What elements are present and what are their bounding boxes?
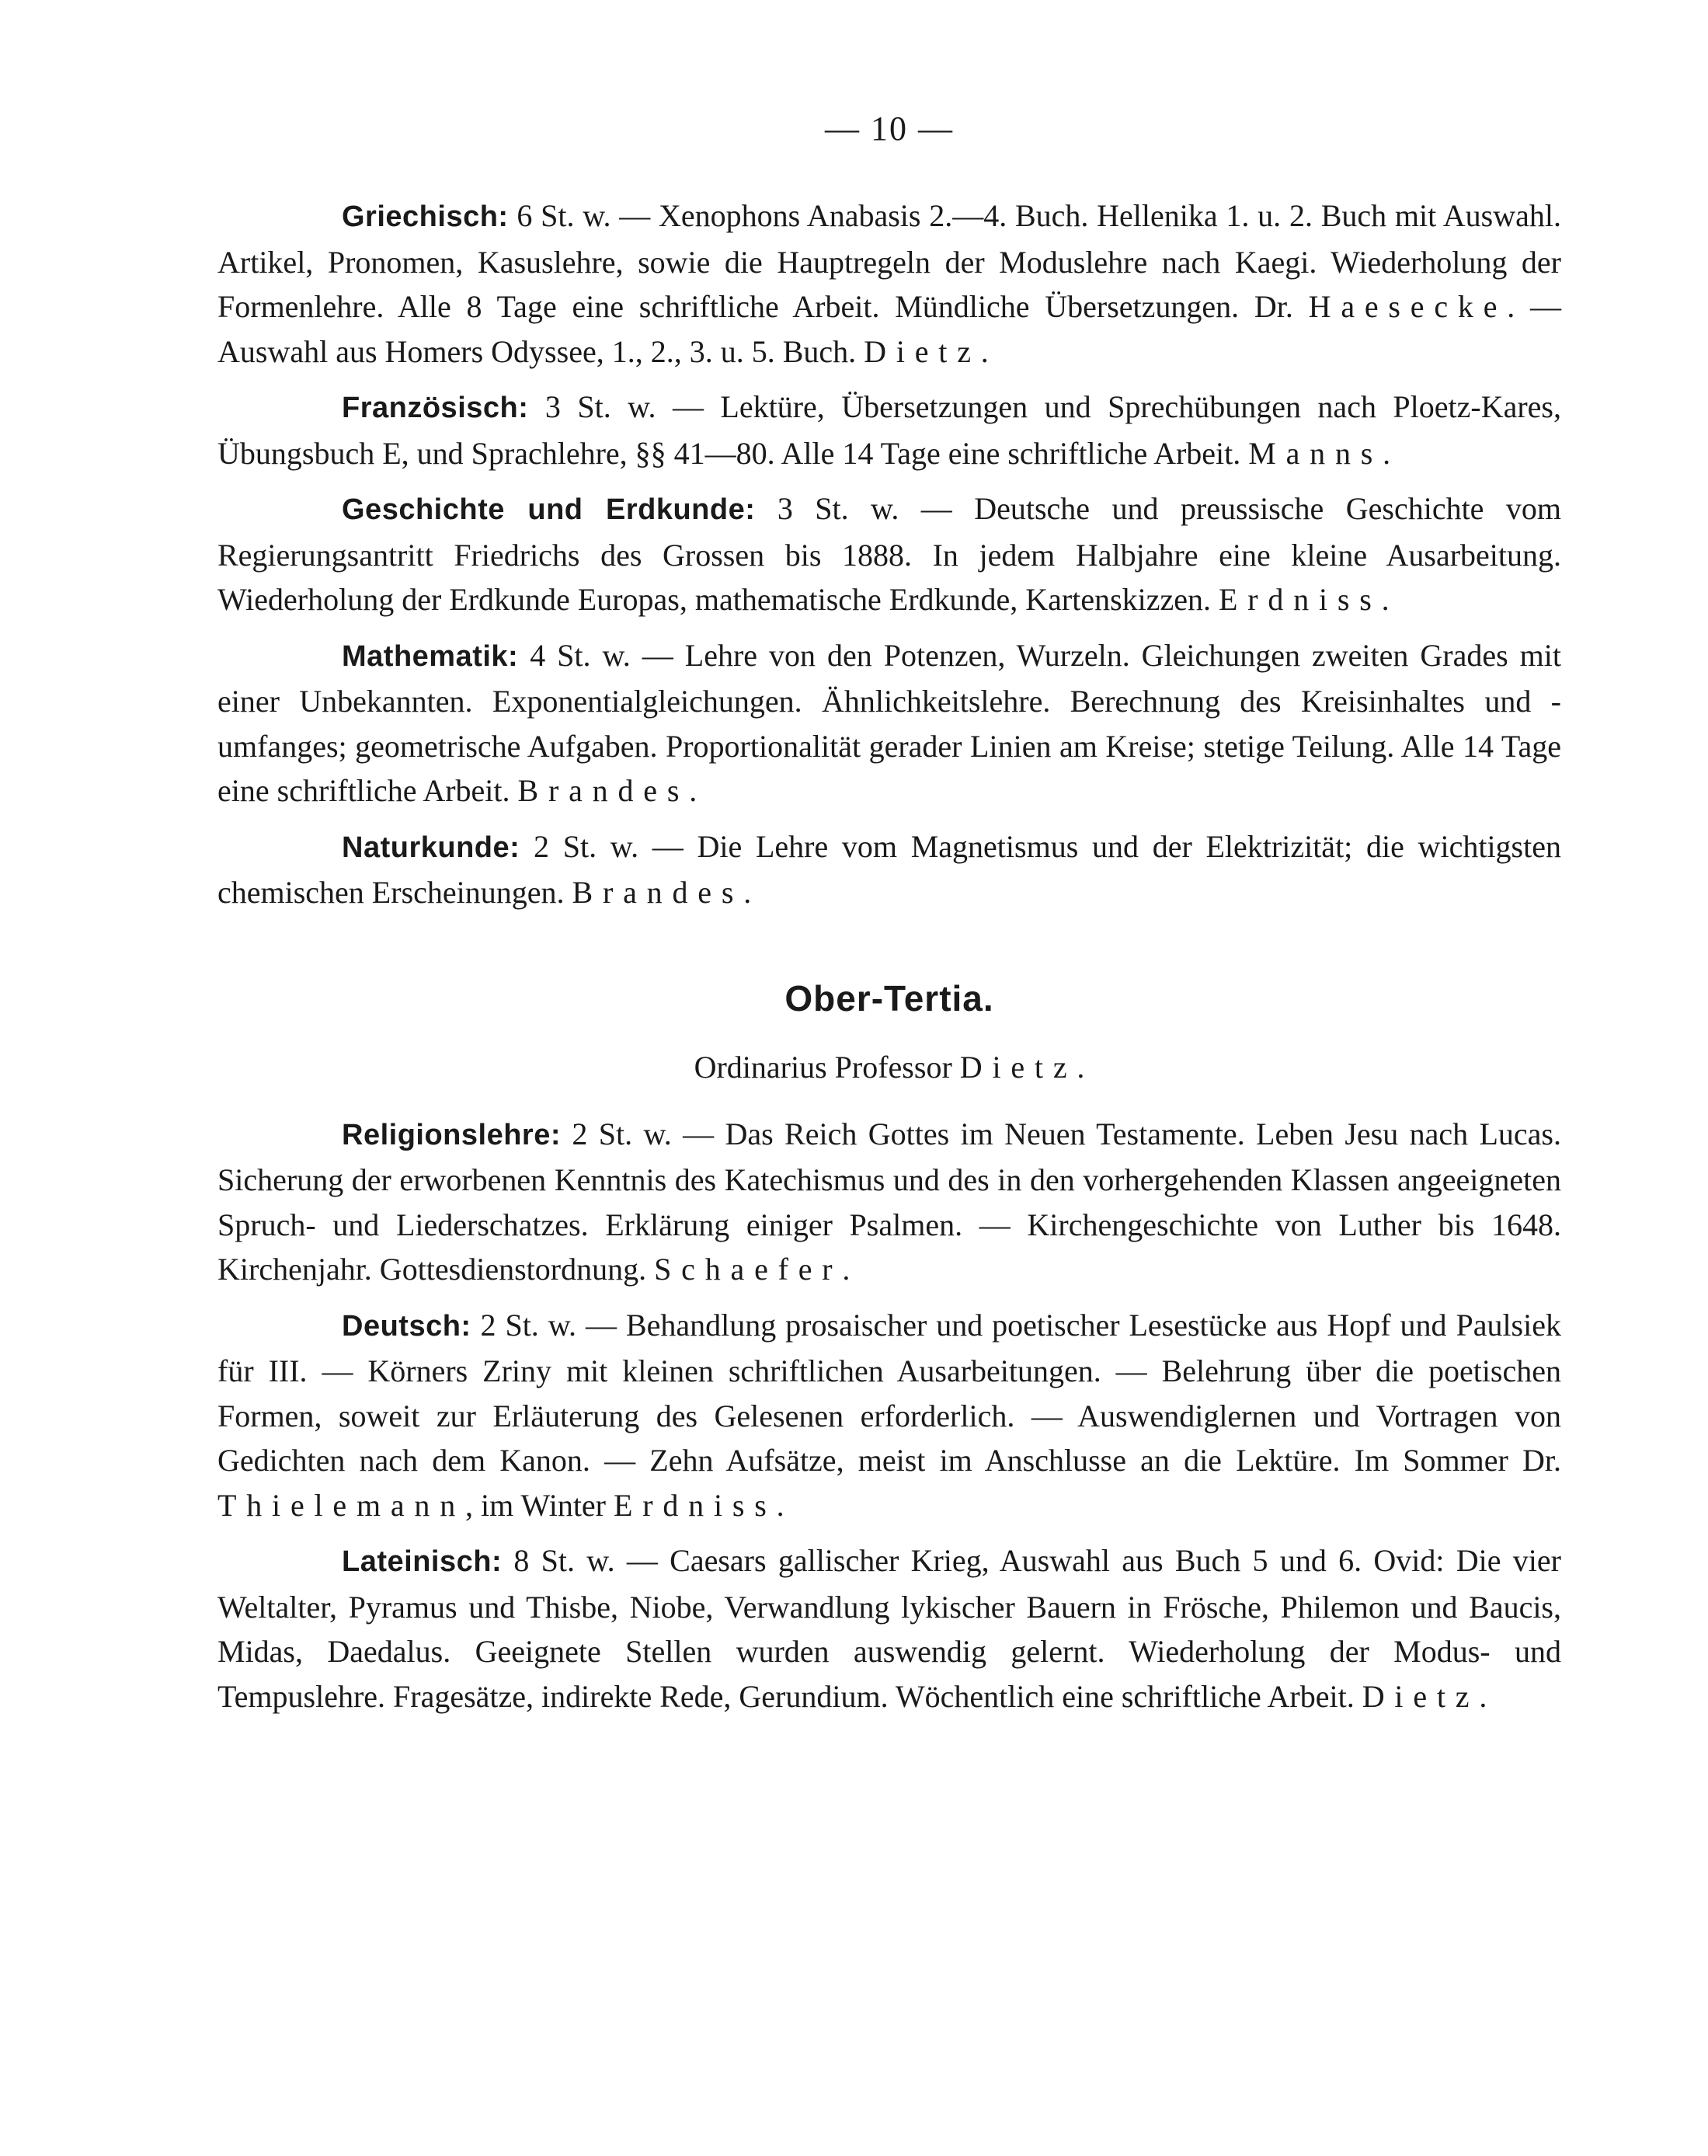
paragraph-text: , im Winter — [465, 1487, 614, 1523]
paragraph-end: . — [1479, 1678, 1487, 1714]
paragraph-geschichte — [217, 486, 1561, 622]
paragraph-end: . — [689, 773, 697, 808]
subject-heading: Mathematik: — [342, 639, 519, 673]
subject-heading: Naturkunde: — [342, 831, 520, 864]
paragraph-text: 4 St. w. — Lehre von den Potenzen, Wurzeln. Gleichungen zweiten Grades mit einer Unbekannten. Exponentialgleichungen. Ähnlichkeitslehre. Berechnung des Kreisinhaltes und -umfanges; geometrische Aufgaben. Proportionalität gerader Linien am Kreise; stetige Teilung. Alle 14 Tage eine schriftliche Arbeit. — [217, 637, 1561, 808]
paragraph-end: . — [1383, 435, 1391, 471]
teacher-name: Manns — [1248, 435, 1383, 471]
teacher-name: Brandes — [572, 875, 744, 910]
paragraph-text: 3 St. w. — Lektüre, Übersetzungen und Sprechübungen nach Ploetz-Kares, Übungsbuch E, und Sprachlehre, §§ 41—80. Alle 14 Tage eine schriftliche Arbeit. — [217, 389, 1561, 471]
paragraph-end: . — [776, 1487, 784, 1523]
teacher-name: Thielemann — [217, 1487, 466, 1523]
paragraph-griechisch — [217, 193, 1561, 374]
paragraph-text: 2 St. w. — Die Lehre vom Magnetismus und der Elektrizität; die wichtigsten chemischen Erscheinungen. — [217, 828, 1561, 910]
ordinarius-label: Ordinarius Professor — [694, 1049, 960, 1085]
subject-heading: Französisch: — [342, 392, 529, 424]
subject-heading: Geschichte und Erdkunde: — [342, 493, 756, 526]
paragraph-lateinisch — [217, 1538, 1561, 1719]
subject-heading: Griechisch: — [342, 200, 509, 233]
paragraph-end: . — [980, 333, 989, 369]
paragraph-text: 3 St. w. — Deutsche und preussische Geschichte vom Regierungsantritt Friedrichs des Grossen bis 1888. In jedem Halbjahre eine kleine Ausarbeitung. Wiederholung der Erdkunde Europas, mathematische Erdkunde, Kartenskizzen. — [217, 491, 1561, 617]
paragraph-end: . — [1381, 582, 1390, 617]
subject-heading: Deutsch: — [342, 1309, 471, 1343]
paragraph-deutsch — [217, 1303, 1561, 1528]
page-number: — 10 — — [825, 110, 954, 148]
teacher-name: Erdniss — [614, 1487, 777, 1523]
teacher-name: Schaefer — [654, 1252, 843, 1287]
paragraph-franzoesisch — [217, 385, 1561, 475]
teacher-name: Brandes — [517, 773, 690, 808]
section-title: Ober-Tertia. — [784, 977, 994, 1019]
paragraph-end: . — [842, 1252, 851, 1287]
teacher-name: Dietz — [1362, 1678, 1480, 1714]
paragraph-text: 2 St. w. — Das Reich Gottes im Neuen Testamente. Leben Jesu nach Lucas. Sicherung der erworbenen Kenntnis des Katechismus und des in den vorhergehenden Klassen angeeigneten Spruch- und Liederschatzes. Erklärung einiger Psalmen. — Kirchengeschichte von Luther bis 1648. Kirchenjahr. Gottesdienstordnung. — [217, 1116, 1561, 1287]
ordinarius-end: . — [1077, 1049, 1085, 1085]
paragraph-end: . — [743, 875, 752, 910]
paragraph-naturkunde — [217, 824, 1561, 915]
ordinarius-line — [217, 1049, 1561, 1085]
subject-heading: Religionslehre: — [342, 1118, 561, 1151]
page-content — [217, 109, 1561, 1719]
ordinarius-name: Dietz — [959, 1049, 1077, 1085]
paragraph-text: 2 St. w. — Behandlung prosaischer und poetischer Lesestücke aus Hopf und Paulsiek für III. — Körners Zriny mit kleinen schriftlichen Ausarbeitungen. — Belehrung über die poetischen Formen, soweit zur Erläuterung des Gelesenen erforderlich. — Auswendiglernen und Vortragen von Gedichten nach dem Kanon. — Zehn Aufsätze, meist im Anschlusse an die Lektüre. Im Sommer Dr. — [217, 1307, 1561, 1478]
teacher-name: Dietz — [864, 333, 981, 369]
paragraph-text: . — Auswahl aus Homers Odyssee, 1., 2., 3. u. 5. Buch. — [217, 289, 1562, 369]
teacher-name: Haesecke — [1308, 289, 1508, 324]
paragraph-text: 6 St. w. — Xenophons Anabasis 2.—4. Buch. Hellenika 1. u. 2. Buch mit Auswahl. Artikel, Pronomen, Kasuslehre, sowie die Hauptregeln der Moduslehre nach Kaegi. Wiederholung der Formenlehre. Alle 8 Tage eine schriftliche Arbeit. Mündliche Übersetzungen. Dr. — [217, 198, 1561, 324]
paragraph-religionslehre — [217, 1112, 1561, 1292]
subject-heading: Lateinisch: — [342, 1545, 503, 1578]
paragraph-mathematik — [217, 633, 1561, 813]
teacher-name: Erdniss — [1219, 582, 1382, 617]
paragraph-text: 8 St. w. — Caesars gallischer Krieg, Auswahl aus Buch 5 und 6. Ovid: Die vier Weltalter, Pyramus und Thisbe, Niobe, Verwandlung lykischer Bauern in Frösche, Philemon und Baucis, Midas, Daedalus. Geeignete Stellen wurden auswendig gelernt. Wiederholung der Modus- und Tempuslehre. Fragesätze, indirekte Rede, Gerundium. Wöchentlich eine schriftliche Arbeit. — [217, 1543, 1561, 1714]
